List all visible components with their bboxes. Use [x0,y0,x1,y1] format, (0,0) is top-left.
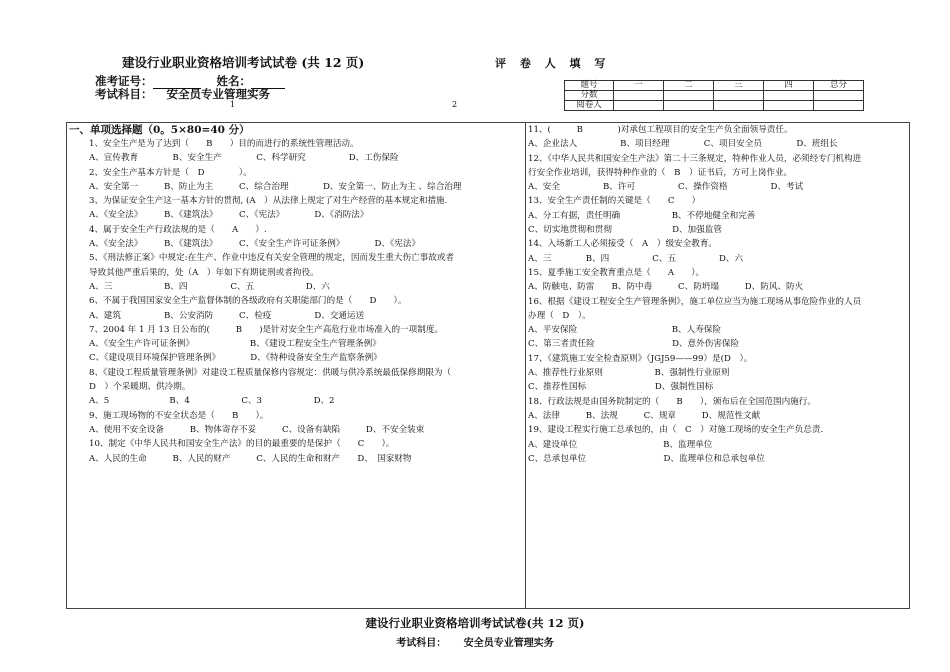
score-entry-cell[interactable] [814,101,864,111]
section-title: 一、单项选择题（0。5×80=40 分） [69,124,250,136]
score-row-header [565,81,864,91]
right-question-column [528,123,906,466]
score-entry-cell[interactable] [664,101,714,111]
question-line: 5、《刑法修正案》中规定:在生产、作业中违反有关安全管理的规定，因而发生重大伤亡事故或者 [89,253,455,264]
column-divider [525,122,526,608]
question-line: 9、施工现场物的不安全状态是（ B ）。 [89,410,269,421]
question-line: 17、《建筑施工安全检查原则》（JGJ59——99）是(D ）。 [528,353,753,364]
score-cell: 总分 [814,81,864,91]
option-line: C、总承包单位 D、监理单位和总承包单位 [528,453,765,464]
exam-number-label: 准考证号： [95,74,153,88]
question-line: 8、《建设工程质量管理条例》对建设工程质量保修内容规定：供暖与供冷系统最低保修期限为（ [89,367,452,378]
option-line: C、《建设项目环境保护管理条例》 D、《特种设备安全生产监察条例》 [89,353,382,364]
score-entry-cell[interactable] [764,91,814,101]
subject-label: 考试科目： [95,87,153,101]
score-entry-cell[interactable] [714,101,764,111]
score-entry-cell[interactable] [664,91,714,101]
question-line: 办理（ D ）。 [528,310,591,321]
reviewer-label: 评 卷 人 填 写 [495,57,611,70]
score-entry-cell[interactable] [764,101,814,111]
option-line: A、《安全法》 B、《建筑法》 C、《宪法》 D、《消防法》 [89,210,369,221]
option-line: A、《安全生产许可证条例》 B、《建设工程安全生产管理条例》 [89,339,381,350]
score-cell: 二 [664,81,714,91]
option-line: A、建设单位 B、监理单位 [528,439,713,450]
question-line: 18、行政法规是由国务院制定的（ B ），颁布后在全国范围内施行。 [528,396,816,407]
question-line: 6、不属于我国国家安全生产监督体制的各级政府有关职能部门的是（ D ）。 [89,296,407,307]
footer-subject-label: 考试科目： [396,638,447,649]
option-line: A、《安全法》 B、《建筑法》 C、《安全生产许可证条例》 D、《宪法》 [89,239,421,250]
option-line: A、人民的生命 B、人民的财产 C、人民的生命和财产 D、 国家财物 [89,453,412,464]
option-line: C、切实地贯彻和贯彻 D、加强监管 [528,225,722,236]
option-line: A、防触电、防雷 B、防中毒 C、防坍塌 D、防风、防火 [528,282,804,293]
score-cell: 四 [764,81,814,91]
subject-value: 安全员专业管理实务 [166,87,271,101]
left-question-column [69,123,521,466]
score-cell: 阅卷人 [565,101,614,111]
question-line: D ）个采暖期、供冷期。 [89,382,191,393]
footer-subject-value: 安全员专业管理实务 [463,638,554,649]
question-line: 7、2004 年 1 月 13 日公布的( B )是针对安全生产高危行业市场准入的一项制度。 [89,324,444,335]
option-line: A、宣传教育 B、安全生产 C、科学研究 D、工伤保险 [89,153,399,164]
paper-title: 建设行业职业资格培训考试试卷 (共 12 页) [122,55,365,70]
score-table [564,80,864,111]
subject-row [95,86,270,102]
question-line: 14、入场新工人必须接受（ A ）级安全教育。 [528,239,718,250]
score-cell: 分数 [565,91,614,101]
question-line: 13、安全生产责任制的关键是（ C ） [528,196,701,207]
question-line: 3、为保证安全生产这一基本方针的贯彻, (A ）从法律上规定了对生产经营的基本规定和措施. [89,196,448,207]
option-line: A、三 B、四 C、五 D、六 [89,281,330,292]
name-label: 姓名： [216,74,252,88]
option-line: A、分工有据，责任明确 B、不停地健全和完善 [528,210,756,221]
option-line: C、第三者责任险 D、意外伤害保险 [528,339,740,350]
page-mark-1: 1 [230,100,236,109]
page-mark-2: 2 [452,100,458,109]
score-row-grader [565,101,864,111]
question-line: 15、夏季施工安全教育重点是（ A ）。 [528,267,705,278]
question-line: 2、安全生产基本方针是（ D ）。 [89,167,252,178]
score-cell: 题号 [565,81,614,91]
option-line: A、平安保险 B、人寿保险 [528,325,721,336]
option-line: C、推荐性国标 D、强制性国标 [528,382,714,393]
question-line: 导致其他严重后果的，处（A ）年如下有期徒刑或者拘役。 [89,267,319,278]
question-line: 19、建设工程实行施工总承包的，由（ C ）对施工现场的安全生产负总责. [528,425,824,436]
score-entry-cell[interactable] [614,91,664,101]
question-line: 12、《中华人民共和国安全生产法》第二十三条规定，特种作业人员，必须经专门机构进 [528,153,862,164]
footer-subject-row [0,634,950,649]
question-line: 行安全作业培训，获得特种作业的（ B ）证书后，方可上岗作业。 [528,167,793,178]
score-cell: 三 [714,81,764,91]
question-line: 11、( B )对承包工程项目的安全生产负全面领导责任。 [528,125,793,135]
option-line: A、安全第一 B、防止为主 C、综合治理 D、安全第一、防止为主 、综合治理 [89,181,462,192]
question-line: 4、属于安全生产行政法规的是（ A ）. [89,224,267,235]
question-line: 16、根据《建设工程安全生产管理条例》，施工单位应当为施工现场从事危险作业的人员 [528,296,862,307]
option-line: A、安全 B、许可 C、操作资格 D、考试 [528,182,804,193]
score-entry-cell[interactable] [714,91,764,101]
option-line: A、企业法人 B、项目经理 C、项目安全员 D、班组长 [528,139,838,150]
score-row-points [565,91,864,101]
option-line: A、推荐性行业原则 B、强制性行业原则 [528,368,730,379]
score-entry-cell[interactable] [614,101,664,111]
question-line: 10、制定《中华人民共和国安全生产法》的目的最重要的是保护（ C ）。 [89,439,395,450]
footer-title: 建设行业职业资格培训考试试卷(共 12 页) [365,616,585,630]
option-line: A、三 B、四 C、五 D、六 [528,253,744,264]
score-entry-cell[interactable] [814,91,864,101]
option-line: A、使用不安全设备 B、物体寄存不妥 C、设备有缺陷 D、不安全装束 [89,424,425,435]
option-line: A、5 B、4 C、3 D、2 [89,396,335,407]
question-line: 1、安全生产是为了达到（ B ）目的而进行的系统性管理活动。 [89,139,359,149]
option-line: A、建筑 B、公安消防 C、检疫 D、交通运送 [89,310,365,321]
option-line: A、法律 B、法规 C、规章 D、规范性文献 [528,410,761,421]
score-cell: 一 [614,81,664,91]
